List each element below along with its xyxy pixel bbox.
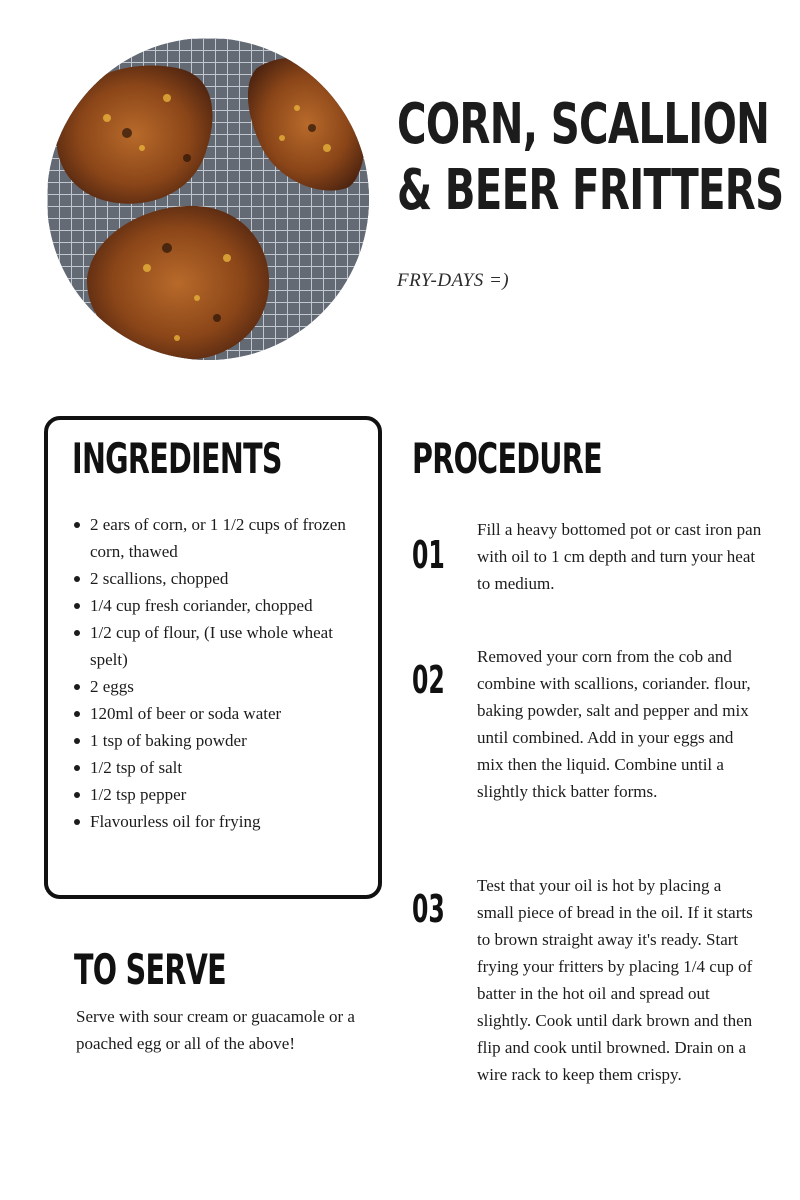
ingredient-item: 1/2 cup of flour, (I use whole wheat spelt) [90, 619, 370, 673]
step-number-1: 01 [412, 533, 445, 577]
ingredient-item: 2 ears of corn, or 1 1/2 cups of frozen corn, thawed [90, 511, 370, 565]
ingredient-item: Flavourless oil for frying [90, 808, 370, 835]
ingredients-heading: INGREDIENTS [72, 434, 282, 483]
ingredient-item: 1/2 tsp of salt [90, 754, 370, 781]
recipe-title [397, 92, 784, 224]
ingredient-item: 1/2 tsp pepper [90, 781, 370, 808]
serve-heading: TO SERVE [74, 945, 226, 994]
step-number-2: 02 [412, 658, 445, 702]
serve-text: Serve with sour cream or guacamole or a poached egg or all of the above! [76, 1007, 355, 1053]
ingredients-list [90, 511, 370, 835]
ingredient-item: 120ml of beer or soda water [90, 700, 370, 727]
step-text-3: Test that your oil is hot by placing a small piece of bread in the oil. If it starts to brown straight away it's ready. Start frying your fritters by placing 1/4 cup of batter in the hot oil and spread out slightly. Cook until dark brown and then flip and cook until browned. Drain on a wire rack to keep them crispy. [477, 876, 753, 1084]
title-line-2: & BEER FRITTERS [397, 158, 784, 223]
ingredient-item: 1 tsp of baking powder [90, 727, 370, 754]
ingredient-item: 2 scallions, chopped [90, 565, 370, 592]
step-number-3: 03 [412, 887, 445, 931]
ingredient-item: 1/4 cup fresh coriander, chopped [90, 592, 370, 619]
recipe-subtitle: FRY-DAYS =) [397, 270, 510, 291]
procedure-heading: PROCEDURE [412, 434, 602, 483]
title-line-1: CORN, SCALLION [397, 92, 770, 157]
fritters-photo [47, 38, 369, 360]
step-text-1: Fill a heavy bottomed pot or cast iron pan with oil to 1 cm depth and turn your heat to medium. [477, 520, 762, 593]
ingredient-item: 2 eggs [90, 673, 370, 700]
step-text-2: Removed your corn from the cob and combine with scallions, coriander. flour, baking powder, salt and pepper and mix until combined. Add in your eggs and mix then the liquid. Combine until a slightly thick batter forms. [477, 647, 751, 801]
